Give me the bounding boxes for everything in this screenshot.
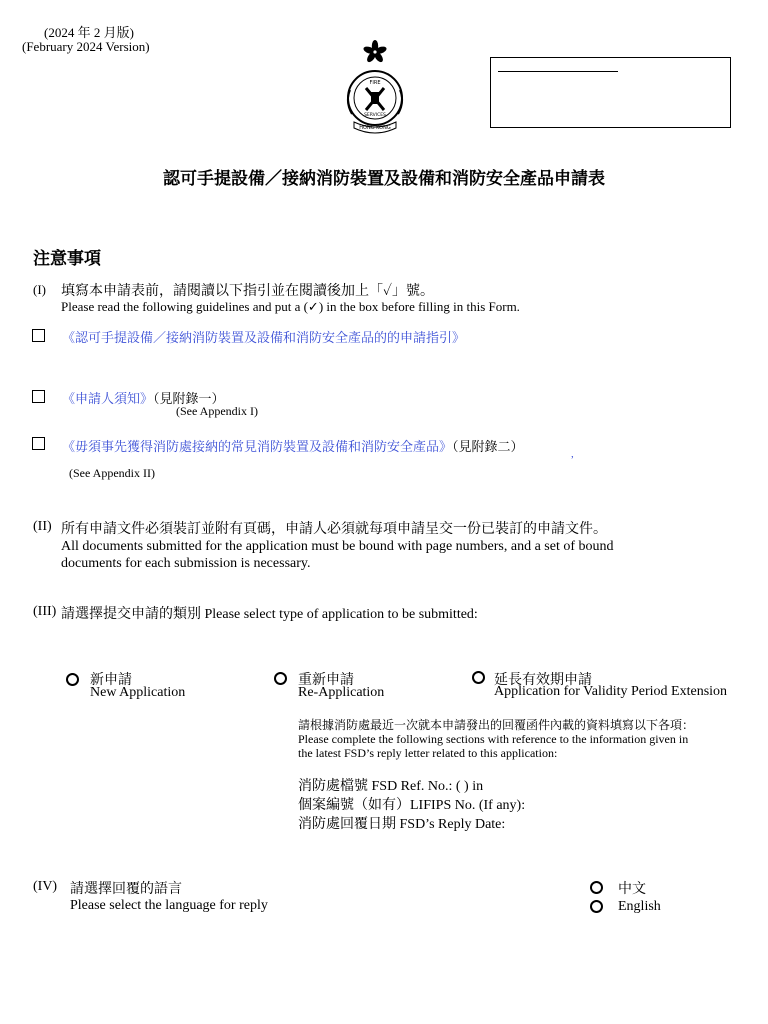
reply-date-field[interactable]: 消防處回覆日期 FSD’s Reply Date:	[298, 817, 506, 832]
extension-application-zh: 延長有效期申請	[494, 673, 592, 688]
new-application-zh: 新申請	[90, 673, 132, 688]
guideline-3-line	[62, 436, 524, 455]
version-en: (February 2024 Version)	[22, 39, 150, 54]
item1-en: Please read the following guidelines and put a (✓) in the box before filling in this Form.	[61, 299, 520, 314]
language-chinese-label: 中文	[618, 882, 646, 897]
reference-box[interactable]	[490, 57, 731, 128]
new-application-en: New Application	[90, 685, 186, 700]
item2-zh: 所有申請文件必須裝訂並附有頁碼，申請人必須就每項申請呈交一份已裝訂的申請文件。	[61, 522, 607, 537]
item2-number: (II)	[33, 519, 52, 534]
reapp-note-en1: Please complete the following sections with reference to the information given in	[298, 732, 689, 746]
re-application-zh: 重新申請	[298, 673, 354, 688]
guideline-2-suffix: （見附錄一）	[153, 391, 225, 406]
language-english-radio[interactable]	[590, 900, 603, 913]
item3-number: (III)	[33, 604, 57, 619]
re-application-en: Re-Application	[298, 685, 385, 700]
item4-en: Please select the language for reply	[70, 898, 268, 913]
new-application-radio[interactable]	[66, 673, 79, 686]
fsd-ref-field[interactable]: 消防處檔號 FSD Ref. No.: ( ) in	[298, 779, 484, 794]
item2-en2: documents for each submission is necessary.	[61, 556, 311, 571]
guideline-2-checkbox[interactable]	[32, 390, 45, 403]
item4-number: (IV)	[33, 879, 58, 894]
guideline-1-checkbox[interactable]	[32, 329, 45, 342]
language-chinese-radio[interactable]	[590, 881, 603, 894]
version-zh: (2024 年 2 月版)	[44, 25, 134, 40]
guideline-3-appendix: (See Appendix II)	[69, 466, 155, 480]
form-title: 認可手提設備／接納消防裝置及設備和消防安全產品申請表	[163, 169, 605, 188]
extension-application-radio[interactable]	[472, 671, 485, 684]
re-application-radio[interactable]	[274, 672, 287, 685]
item1-number: (I)	[33, 282, 46, 297]
guideline-3-link[interactable]: 《毋須事先獲得消防處接納的常見消防裝置及設備和消防安全產品》	[62, 439, 453, 454]
reapp-note-zh: 請根據消防處最近一次就本申請發出的回覆函件內載的資料填寫以下各項：	[298, 718, 695, 732]
emblem-text-bottom: HONG KONG	[359, 125, 391, 131]
guideline-2-appendix: (See Appendix I)	[176, 404, 258, 418]
guideline-1-link[interactable]: 《認可手提設備／接納消防裝置及設備和消防安全產品的的申請指引》	[62, 330, 466, 345]
fsd-emblem	[340, 40, 410, 136]
item1-zh: 填寫本申請表前，請閱讀以下指引並在閱讀後加上「✓」號。	[61, 284, 435, 299]
item3-text: 請選擇提交申請的類別 Please select type of application to be submitted:	[61, 607, 478, 622]
stray-mark: ,	[571, 448, 574, 460]
reapp-note-en2: the latest FSD’s reply letter related to this application:	[298, 746, 558, 760]
extension-application-en: Application for Validity Period Extension	[494, 684, 728, 699]
guideline-3-suffix: （見附錄二）	[452, 439, 524, 454]
reference-line	[498, 71, 618, 72]
emblem-text-top: FIRE	[369, 80, 381, 86]
guideline-3-checkbox[interactable]	[32, 437, 45, 450]
language-english-label: English	[618, 899, 661, 914]
item4-zh: 請選擇回覆的語言	[70, 882, 182, 897]
guideline-2-link[interactable]: 《申請人須知》	[62, 391, 154, 406]
item2-en1: All documents submitted for the application must be bound with page numbers, and a set of bound	[61, 539, 614, 554]
notes-heading: 注意事項	[33, 249, 101, 268]
emblem-text-mid: SERVICES	[364, 113, 386, 118]
lifips-field[interactable]: 個案編號（如有）LIFIPS No. (If any):	[298, 798, 526, 813]
